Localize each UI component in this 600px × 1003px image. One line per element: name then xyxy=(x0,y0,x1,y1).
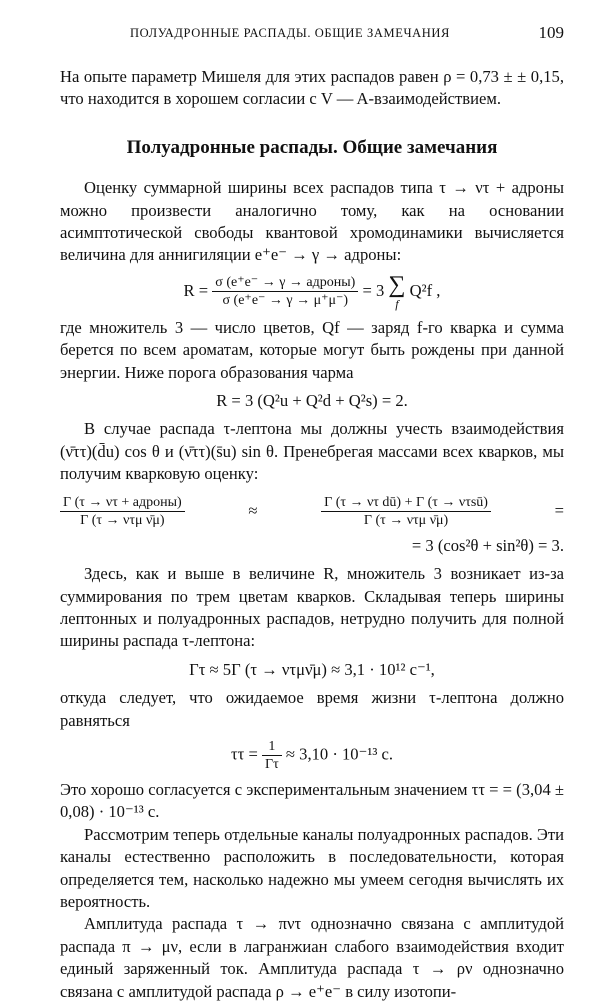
equation-tau-fraction xyxy=(262,738,282,773)
sum-operator xyxy=(388,273,405,311)
equals-sign: = xyxy=(554,500,564,520)
equation-tau-lhs: ττ = xyxy=(231,744,258,764)
paragraph-2: где множитель 3 — число цветов, Qf — заряд f-го кварка и сумма берется по всем ароматам, которые могут быть рождены при данной энергии. Ниже порога образования чарма xyxy=(60,317,564,382)
ratio-denominator-2: Γ (τ → ντμ ν̄μ) xyxy=(363,512,449,528)
paragraph-5: откуда следует, что ожидаемое время жизни τ-лептона должно равняться xyxy=(60,688,564,730)
running-title: ПОЛУАДРОННЫЕ РАСПАДЫ. ОБЩИЕ ЗАМЕЧАНИЯ xyxy=(130,26,450,40)
ratio-numerator-1: Γ (τ → ντ + адроны) xyxy=(60,494,185,512)
section-title: Полуадронные распады. Общие замечания xyxy=(126,136,498,158)
equation-r-numerator: σ (e⁺e⁻ → γ → адроны) xyxy=(212,274,358,292)
ratio-denominator-1: Γ (τ → ντμ ν̄μ) xyxy=(80,512,165,528)
equation-r xyxy=(60,273,564,311)
page-header xyxy=(60,23,564,46)
paragraph-intro: На опыте параметр Мишеля для этих распадов равен ρ = 0,73 ± ± 0,15, что находится в хорошем согласии с V — A-взаимодействием. xyxy=(60,67,564,109)
equation-r-denominator: σ (e⁺e⁻ → γ → μ⁺μ⁻) xyxy=(222,293,349,309)
sum-symbol: ∑ xyxy=(388,271,406,298)
equation-r-lhs: R = xyxy=(183,280,209,300)
equation-tau-numerator: 1 xyxy=(262,738,282,756)
paragraph-8: Амплитуда распада τ → πντ однозначно связана с амплитудой распада π → μν, если в лагранжиан слабого взаимодействия входит единый заряженный ток. Амплитуда распада τ → ρν однозначно связана с амплитудой распада ρ → e⁺e⁻ в силу изотопи- xyxy=(60,914,564,1001)
equation-ratio xyxy=(60,494,564,529)
equation-r-rhs-suffix: Q²f , xyxy=(409,280,441,300)
equation-r-fraction xyxy=(212,274,358,309)
ratio-fraction-2 xyxy=(321,494,491,529)
paragraph-3: В случае распада τ-лептона мы должны учесть взаимодействия (ν̄ττ)(d̄u) cos θ и (ν̄ττ)(s̄u) sin θ. Пренебрегая массами всех кварков, мы получим кварковую оценку: xyxy=(60,419,564,484)
equation-r2: R = 3 (Q²u + Q²d + Q²s) = 2. xyxy=(216,391,408,411)
equation-tau-denominator: Γτ xyxy=(265,756,279,772)
equation-gamma: Γτ ≈ 5Γ (τ → ντμν̄μ) ≈ 3,1 · 10¹² с⁻¹, xyxy=(189,659,435,679)
equation-ratio-result: = 3 (cos²θ + sin²θ) = 3. xyxy=(411,535,564,555)
paragraph-7: Рассмотрим теперь отдельные каналы полуадронных распадов. Эти каналы естественно расположить в последовательности, которая определяется тем, насколько надежно мы умеем сегодня вычислять их вероятность. xyxy=(60,824,564,911)
paragraph-6: Это хорошо согласуется с экспериментальным значением ττ = = (3,04 ± 0,08) · 10⁻¹³ с. xyxy=(60,779,564,822)
ratio-numerator-2: Γ (τ → ντ dū) + Γ (τ → ντsū) xyxy=(321,494,491,512)
approx-sign: ≈ xyxy=(248,500,258,520)
paragraph-4: Здесь, как и выше в величине R, множитель 3 возникает из-за суммирования по трем цветам кварков. Складывая теперь ширины лептонных и полуадронных распадов, нетрудно получить для полной ширины распада τ-лептона: xyxy=(60,564,564,651)
page-body xyxy=(60,66,564,1003)
page-number: 109 xyxy=(538,23,564,42)
ratio-fraction-1 xyxy=(60,494,185,529)
equation-tau-rhs: ≈ 3,10 · 10⁻¹³ с. xyxy=(285,744,393,764)
equation-tau xyxy=(60,738,564,773)
paragraph-1: Оценку суммарной ширины всех распадов типа τ → ντ + адроны можно произвести аналогично тому, как на основании асимптотической свободы квантовой хромодинамики вычисляется величина для аннигиляции e⁺e⁻ → γ → адроны: xyxy=(60,178,564,265)
equation-r-rhs-prefix: = 3 xyxy=(362,280,385,300)
sum-index: f xyxy=(395,296,399,311)
